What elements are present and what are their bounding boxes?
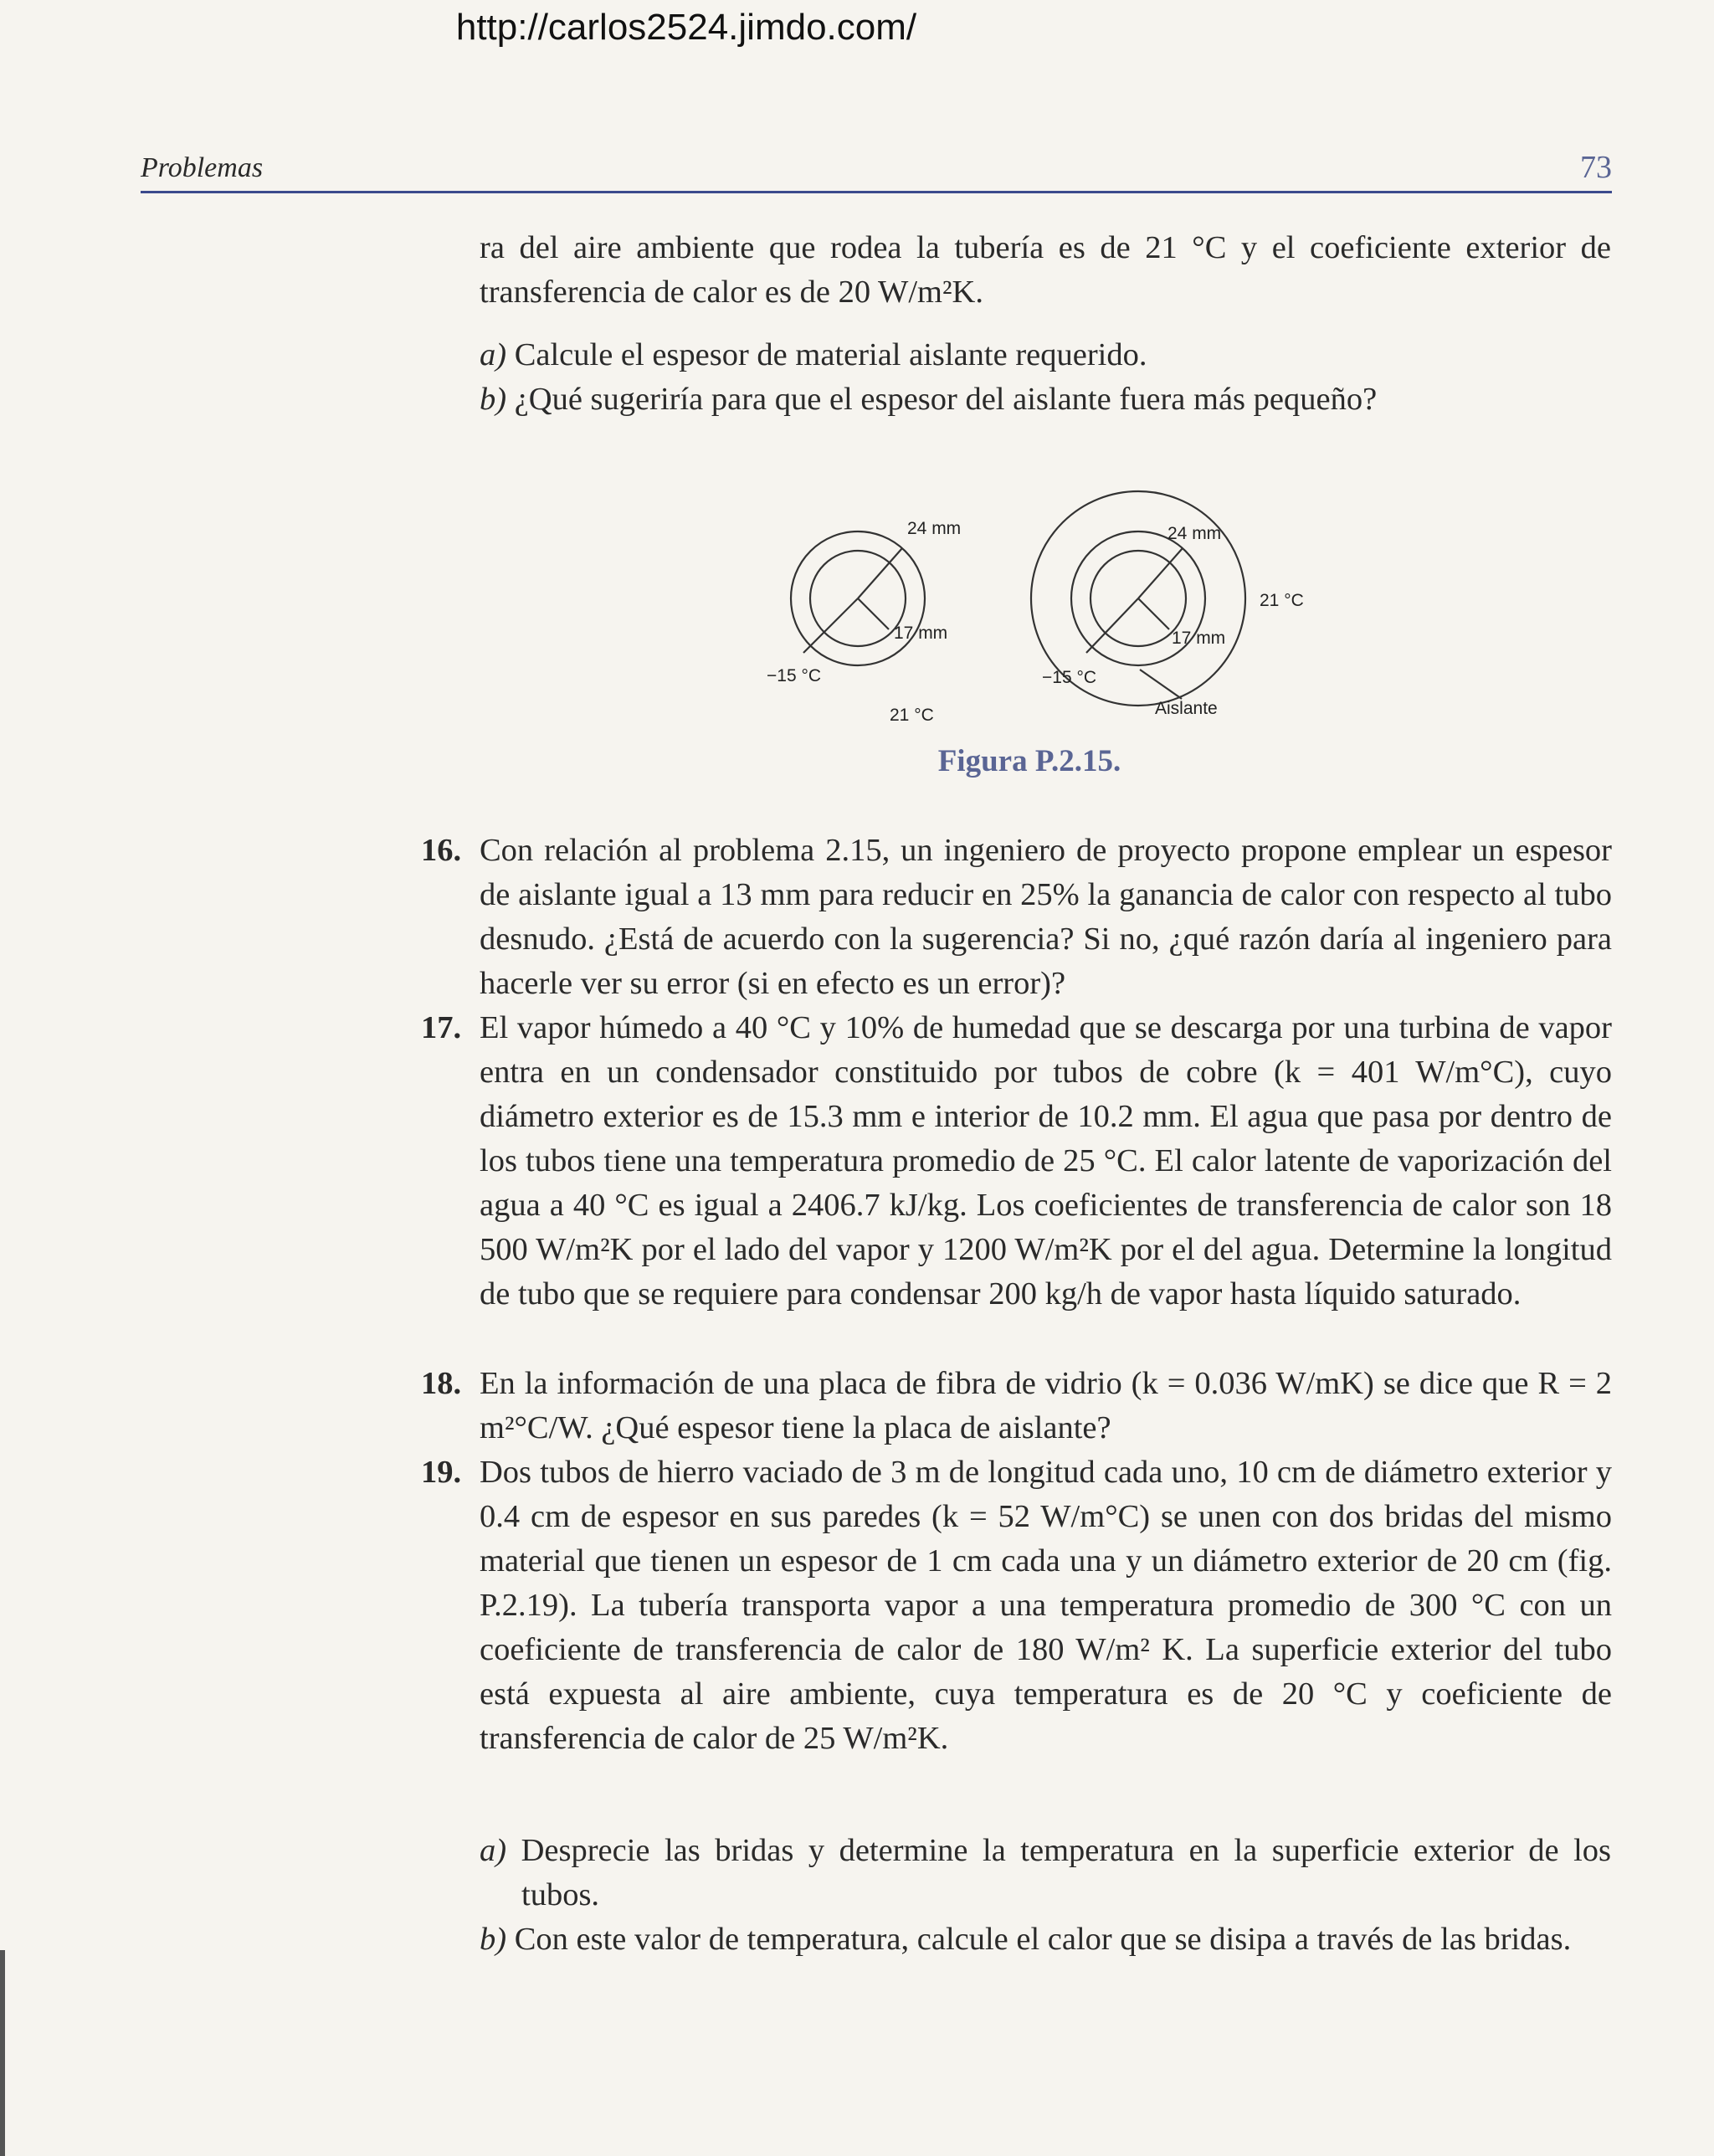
running-title: Problemas [141, 152, 264, 183]
left-ambient-temp-label: 21 °C [890, 706, 934, 725]
problem-17 [421, 1006, 1612, 1312]
problem-number: 19. [421, 1455, 462, 1490]
insulation-label: Aislante [1155, 699, 1218, 718]
item-label: a) [480, 1833, 507, 1868]
problem-text: Dos tubos de hierro vaciado de 3 m de longitud cada uno, 10 cm de diámetro exterior y 0.4 cm de espesor en sus paredes (k = 52 W/m°C) se unen con dos bridas del mismo material que tienen un espesor de 1 cm cada una y un diámetro exterior de 20 cm (fig. P.2.19). La tubería transporta vapor a una temperatura promedio de 300 °C con un coeficiente de transferencia de calor de 180 W/m² K. La superficie exterior del tubo está expuesta al aire ambiente, cuya temperatura es de 20 °C y coeficiente de transferencia de calor de 25 W/m²K. [480, 1455, 1612, 1756]
right-inner-diameter-label: 17 mm [1172, 629, 1226, 648]
figure-caption: Figura P.2.15. [937, 744, 1121, 778]
left-inside-temp-label: −15 °C [767, 666, 822, 685]
right-ambient-temp-label: 21 °C [1260, 591, 1304, 610]
item-label: b) [480, 382, 507, 417]
intro-paragraph: ra del aire ambiente que rodea la tubería es de 21 °C y el coeficiente exterior de transferencia de calor es de 20 W/m²K. [480, 230, 1611, 310]
problem-16 [421, 829, 1612, 1001]
problem-number: 17. [421, 1010, 462, 1045]
problem-text: El vapor húmedo a 40 °C y 10% de humedad que se descarga por una turbina de vapor entra en un condensador constituido por tubos de cobre (k = 401 W/m°C), cuyo diámetro exterior es de 15.3 mm e interior de 10.2 mm. El agua que pasa por dentro de los tubos tiene una temperatura promedio de 25 °C. El calor latente de vaporización del agua a 40 °C es igual a 2406.7 kJ/kg. Los coeficientes de transferencia de calor son 18 500 W/m²K por el lado del vapor y 1200 W/m²K por el del agua. Determine la longitud de tubo que se requiere para condensar 200 kg/h de vapor hasta líquido saturado. [480, 1010, 1612, 1312]
item-text: Desprecie las bridas y determine la temperatura en la superficie exterior de los tubos. [521, 1833, 1612, 1912]
left-outer-diameter-label: 24 mm [907, 519, 962, 538]
page-spine-edge [0, 1950, 5, 2156]
problem-19 [421, 1450, 1612, 1756]
problem19-item-a [480, 1829, 1611, 1917]
item-label: b) [480, 1922, 507, 1957]
item-text: ¿Qué sugeriría para que el espesor del aislante fuera más pequeño? [514, 382, 1378, 417]
source-url: http://carlos2524.jimdo.com/ [455, 7, 917, 48]
left-inner-diameter-label: 17 mm [894, 624, 948, 643]
insulation-leader [1140, 670, 1182, 699]
problem-18 [421, 1362, 1612, 1445]
right-outer-diameter-label: 24 mm [1167, 524, 1222, 543]
left-inner-radius-line [858, 598, 889, 629]
right-inside-temp-label: −15 °C [1042, 668, 1097, 687]
page-number: 73 [1580, 150, 1612, 185]
item-text: Con este valor de temperatura, calcule el calor que se disipa a través de las bridas. [514, 1922, 1572, 1957]
item-text: Calcule el espesor de material aislante requerido. [514, 337, 1147, 372]
item-label: a) [480, 337, 507, 372]
right-inner-radius-line [1138, 598, 1169, 629]
problem19-item-b [480, 1917, 1611, 1962]
problem-text: En la información de una placa de fibra de vidrio (k = 0.036 W/mK) se dice que R = 2 m²°C/W. ¿Qué espesor tiene la placa de aislante? [480, 1366, 1612, 1445]
problem-text: Con relación al problema 2.15, un ingeniero de proyecto propone emplear un espesor de aislante igual a 13 mm para reducir en 25% la ganancia de calor con respecto al tubo desnudo. ¿Está de acuerdo con la sugerencia? Si no, ¿qué razón daría al ingeniero para hacerle ver su error (si en efecto es un error)? [480, 833, 1612, 1001]
problem-number: 18. [421, 1366, 462, 1401]
problem-number: 16. [421, 833, 462, 868]
